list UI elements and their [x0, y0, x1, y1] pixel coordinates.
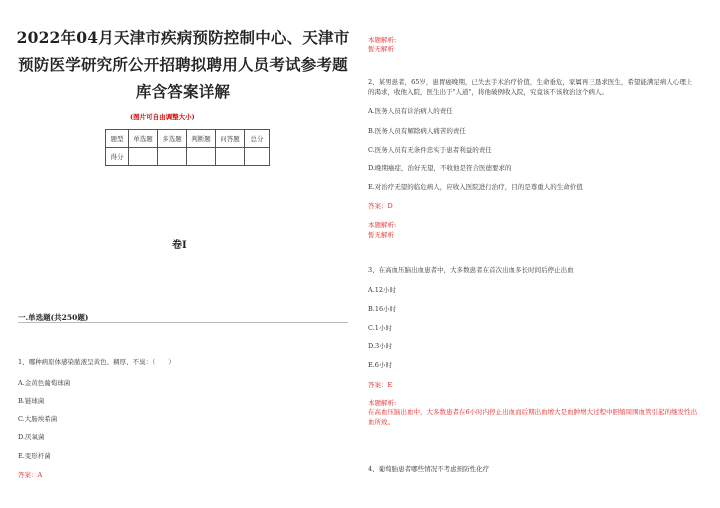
- question-1-option-b: B.链球菌: [18, 397, 45, 405]
- score-cell: [187, 148, 216, 166]
- question-1-option-c: C.大肠埃希菌: [18, 415, 58, 423]
- volume-heading: 卷I: [172, 240, 187, 251]
- question-3-explain-label: 本题解析:: [368, 399, 397, 407]
- score-header-cell: 判断题: [187, 130, 216, 148]
- question-1-option-a: A.金黄色葡萄球菌: [18, 379, 71, 387]
- question-2-explain-text: 暂无解析: [368, 231, 394, 239]
- document-title: 2022年04月天津市疾病预防控制中心、天津市预防医学研究所公开招聘拟聘用人员考试参考题库含答案详解: [16, 28, 350, 101]
- section-divider: [18, 322, 348, 323]
- score-cell: [129, 148, 158, 166]
- question-3-option-d: D.3小时: [368, 342, 393, 350]
- score-row-label: 得分: [106, 148, 129, 166]
- question-2-option-c: C.医务人员有无条件忠实于患者利益的责任: [368, 146, 492, 154]
- question-1-option-e: E.变形杆菌: [18, 452, 51, 460]
- question-3-explain-text: 在高血压脑出血中，大多数患者在6小时内停止出血而后期出血增大是血肿增大过程中胆缩周围血管引起的继发性出血所致。: [368, 408, 698, 426]
- question-4-stem: 4、葡萄胎患者哪些情况不考虑预防性化疗: [368, 465, 490, 473]
- score-cell: [245, 148, 270, 166]
- question-3-stem: 3、在高血压脑出血患者中，大多数患者在首次出血多长时间后停止出血: [368, 266, 574, 274]
- explain-text: 暂无解析: [368, 45, 394, 53]
- question-1-option-d: D.厌氧菌: [18, 433, 45, 441]
- question-3-answer: 答案：E: [368, 381, 393, 389]
- score-table-score-row: [106, 148, 270, 166]
- section-heading: 一.单选题(共250题): [18, 313, 89, 322]
- question-1-answer: 答案：A: [18, 471, 43, 479]
- question-3-option-c: C.1小时: [368, 324, 392, 332]
- question-2-option-e: E.对治疗无望的临危病人，应收入医院进行治疗，目的是尊重人的生命价值: [368, 183, 583, 191]
- score-header-cell: 题型: [106, 130, 129, 148]
- question-2-option-a: A.医务人员有诊治病人的责任: [368, 107, 453, 115]
- question-2-answer: 答案：D: [368, 202, 393, 210]
- image-resize-note: (图片可自由调整大小): [130, 113, 195, 121]
- score-header-cell: 总分: [245, 130, 270, 148]
- question-3-option-b: B.16小时: [368, 305, 397, 313]
- question-2-explain-label: 本题解析:: [368, 221, 397, 229]
- question-3-option-a: A.12小时: [368, 286, 397, 294]
- score-cell: [216, 148, 245, 166]
- score-cell: [158, 148, 187, 166]
- score-table: [105, 129, 270, 166]
- question-2-stem: 2、某男患者，65岁，患胃癌晚期，已失去手术治疗价值，生命垂危，家属再三恳求医生，希望能满足病人心理上的渴求，收他入院，医生出于"人道"，将他破例收入院，究竟该不该收治这个病人。: [368, 78, 693, 96]
- score-header-cell: 单选题: [129, 130, 158, 148]
- question-2-option-b: B.医务人员有解除病人痛苦的责任: [368, 127, 466, 135]
- question-2-option-d: D.晚期癌症，治好无望，不收他是符合医德要求的: [368, 164, 512, 172]
- question-3-option-e: E.6小时: [368, 361, 392, 369]
- question-1-stem: 1、哪种病原体感染脓液呈黄色、稠厚、不臭：（ ）: [18, 358, 175, 366]
- score-header-cell: 问答题: [216, 130, 245, 148]
- explain-label: 本题解析:: [368, 36, 397, 44]
- score-header-cell: 多选题: [158, 130, 187, 148]
- score-table-header-row: [106, 130, 270, 148]
